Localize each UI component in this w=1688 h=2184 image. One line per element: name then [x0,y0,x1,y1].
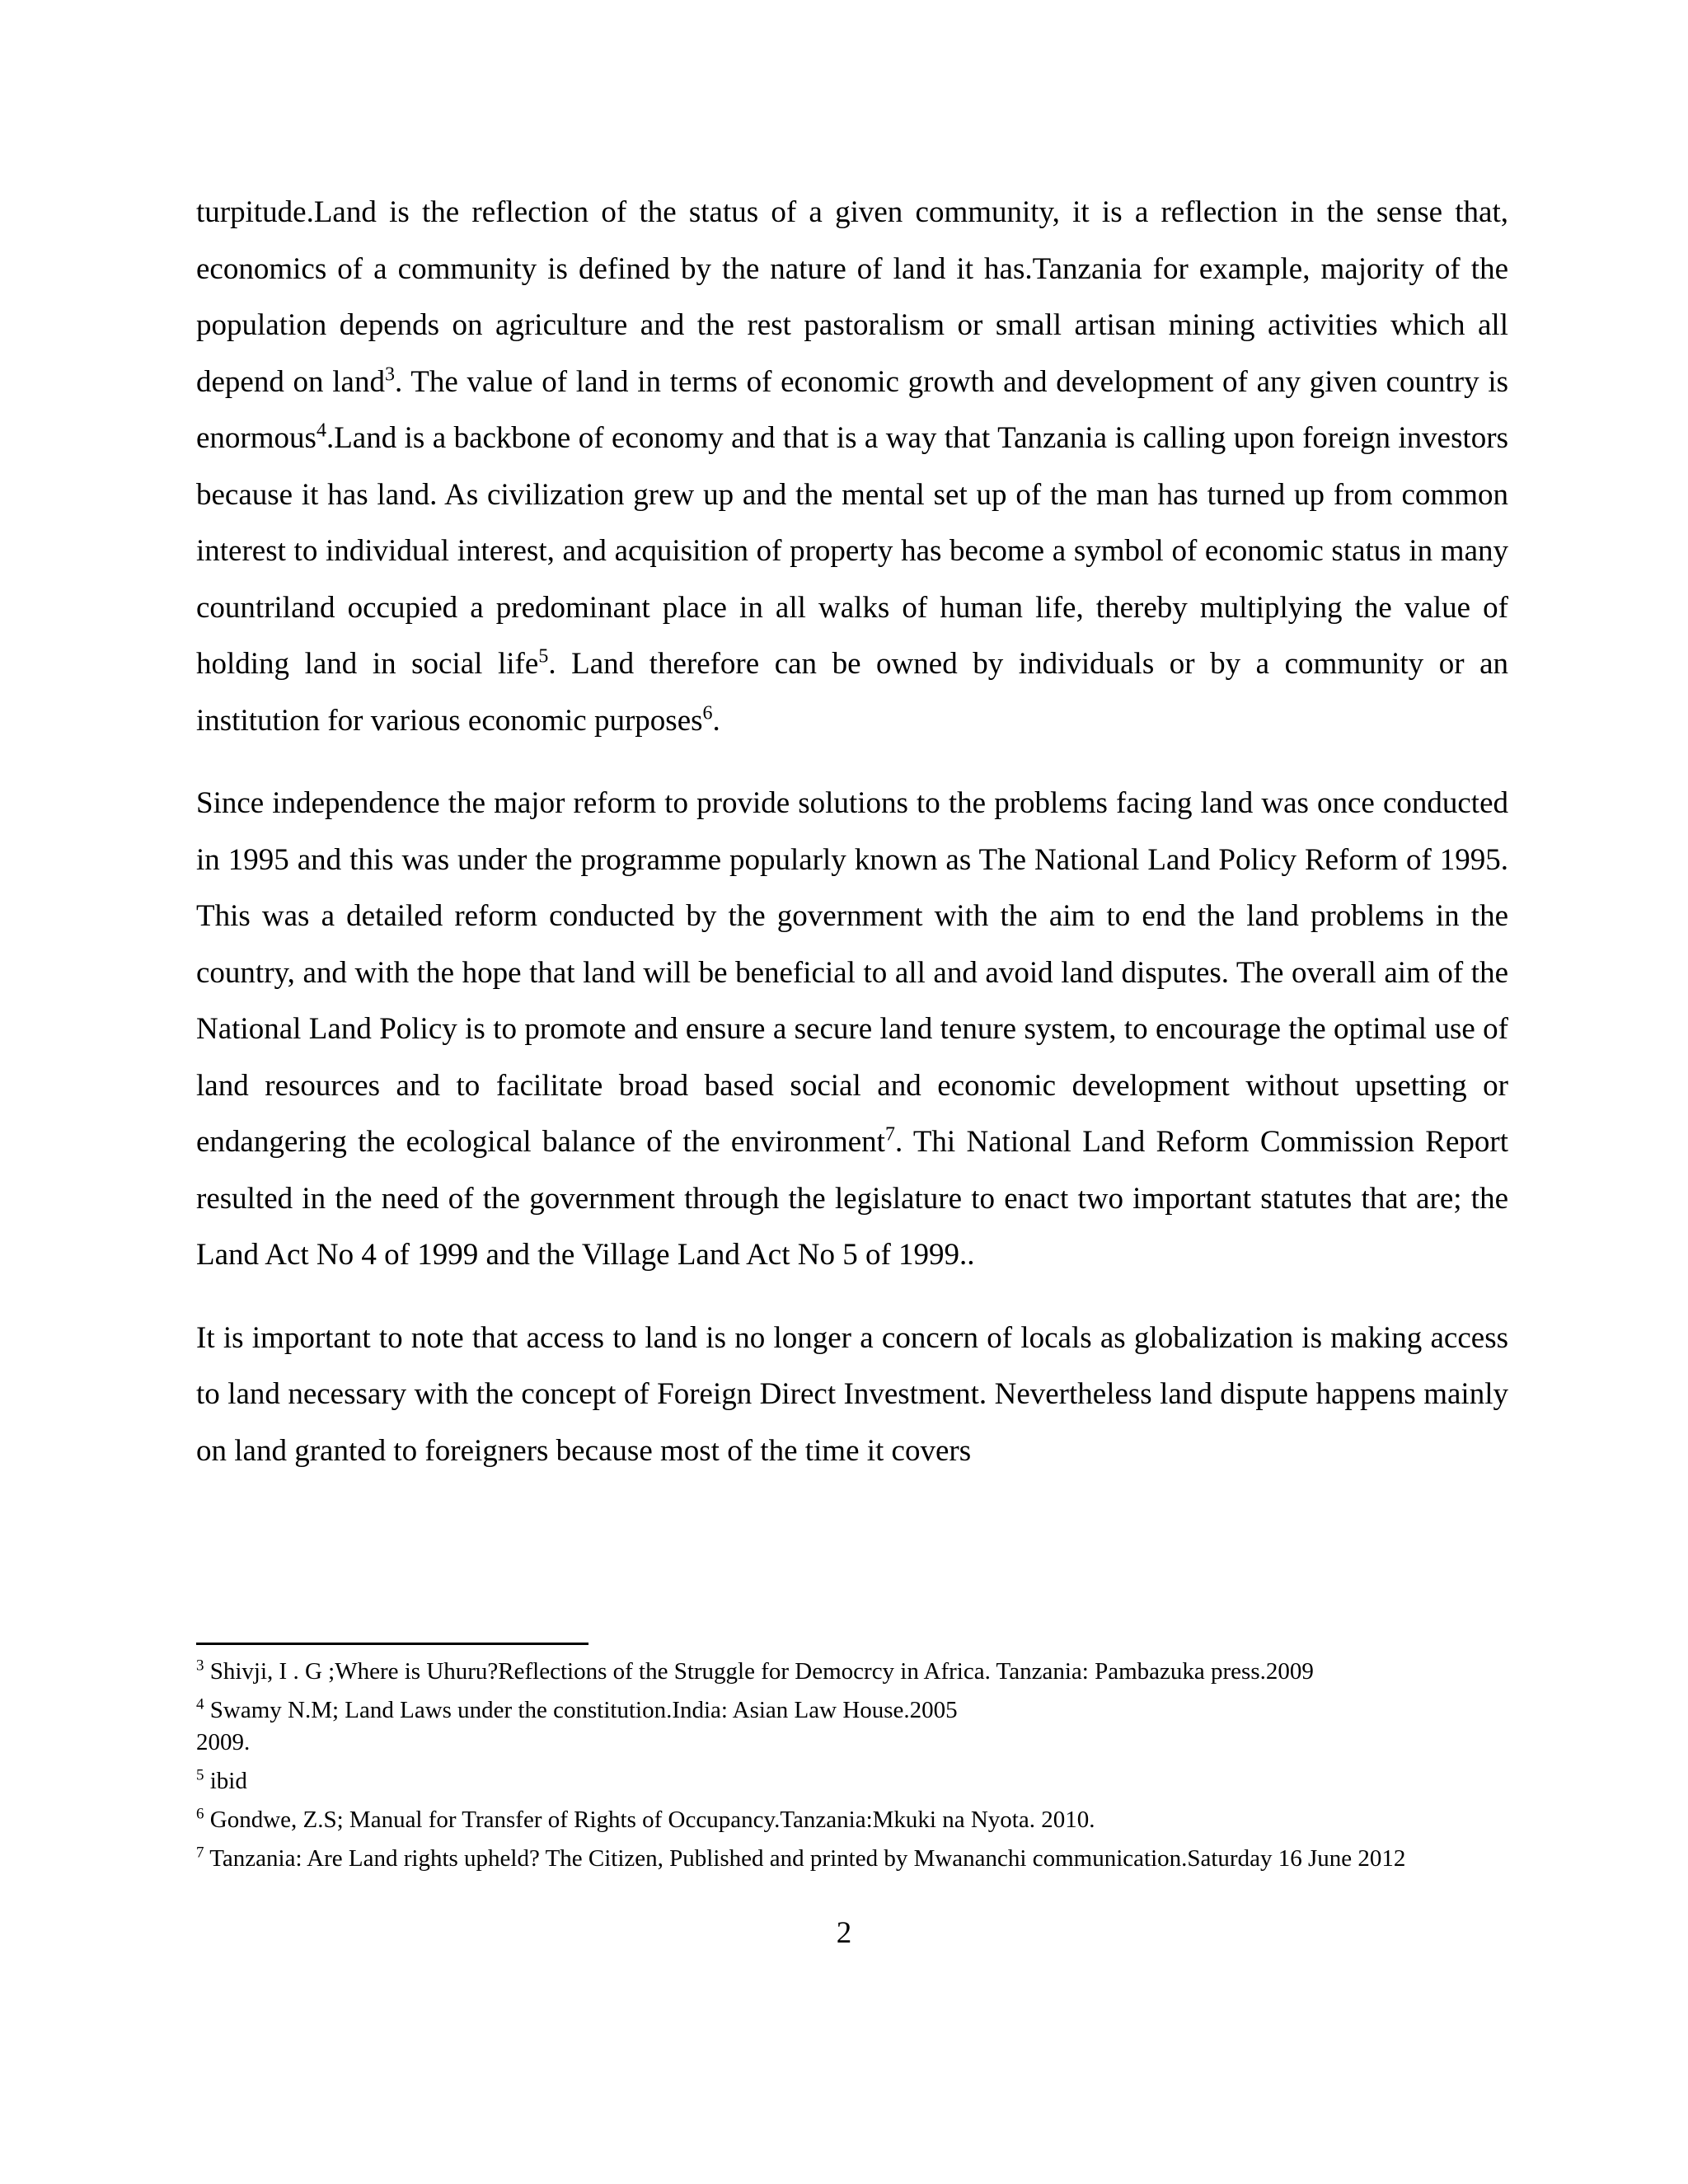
footnote-text: Tanzania: Are Land rights upheld? The Citizen, Published and printed by Mwananchi communication.Saturday 16 June 2012 [209,1845,1406,1872]
paragraph-1 [196,185,1508,749]
footnote [196,1727,1518,1758]
footnote-text: 2009. [196,1729,251,1755]
footnote-text: Shivji, I . G ;Where is Uhuru?Reflections of the Struggle for Democrcy in Africa. Tanzania: Pambazuka press.2009 [209,1658,1314,1685]
paragraph-text: It is important to note that access to land is no longer a concern of locals as globalization is making access to land necessary with the concept of Foreign Direct Investment. Nevertheless land dispute happens mainly on land granted to foreigners because most of the time it covers [196,1320,1508,1468]
footnote-reference: 7 [884,1123,895,1146]
footnote [196,1844,1518,1874]
footnote [196,1766,1518,1797]
footnote [196,1805,1518,1835]
footnote-text: ibid [209,1768,247,1794]
paragraph-text: . [712,703,720,738]
paragraph-text: turpitude.Land is the reflection of the status of a given community, it is a reflection in the sense that, economics of a community is defined by the nature of land it has.Tanzania for example, majority of the population depends on agriculture and the rest pastoralism or small artisan mining activities which all depend on land [196,195,1508,399]
body-text [196,185,1508,1506]
footnote-separator [196,1643,588,1645]
footnote-number: 6 [196,1805,204,1823]
paragraph-text: Since independence the major reform to provide solutions to the problems facing land was once conducted in 1995 and this was under the programme popularly known as The National Land Policy Reform of 1995. This was a detailed reform conducted by the government with the aim to end the land problems in the country, and with the hope that land will be beneficial to all and avoid land disputes. The overall aim of the National Land Policy is to promote and ensure a secure land tenure system, to encourage the optimal use of land resources and to facilitate broad based social and economic development without upsetting or endangering the ecological balance of the environment [196,786,1508,1159]
footnote-number: 5 [196,1766,204,1784]
footnote-number: 4 [196,1695,204,1713]
footnote-reference: 4 [316,419,326,442]
footnote-reference: 5 [538,645,549,668]
page-number: 2 [836,1916,852,1950]
paragraph-3 [196,1310,1508,1480]
paragraph-text: .Land is a backbone of economy and that is a way that Tanzania is calling upon foreign investors because it has land. As civilization grew up and the mental set up of the man has turned up from common interest to individual interest, and acquisition of property has become a symbol of economic status in many countriland occupied a predominant place in all walks of human life, thereby multiplying the value of holding land in social life [196,421,1508,681]
paragraph-2 [196,776,1508,1284]
footnote [196,1657,1518,1687]
paragraph-text: . The value of land in terms of economic growth and development of any given country is enormous [196,364,1509,455]
footnotes [196,1657,1518,1882]
footnote-text: Swamy N.M; Land Laws under the constitution.India: Asian Law House.2005 [209,1697,958,1723]
footnote-text: Gondwe, Z.S; Manual for Transfer of Rights of Occupancy.Tanzania:Mkuki na Nyota. 2010. [209,1807,1095,1833]
footnote-number: 3 [196,1657,204,1675]
footnote-reference: 3 [384,363,395,386]
paragraph-text: . Land therefore can be owned by individuals or by a community or an institution for various economic purposes [196,647,1508,738]
paragraph-text: . Thi National Land Reform Commission Report resulted in the need of the government through the legislature to enact two important statutes that are; the Land Act No 4 of 1999 and the Village Land Act No 5 of 1999.. [196,1125,1508,1272]
footnote-number: 7 [196,1844,204,1862]
footnote [196,1695,1518,1726]
footnote-reference: 6 [702,702,713,724]
